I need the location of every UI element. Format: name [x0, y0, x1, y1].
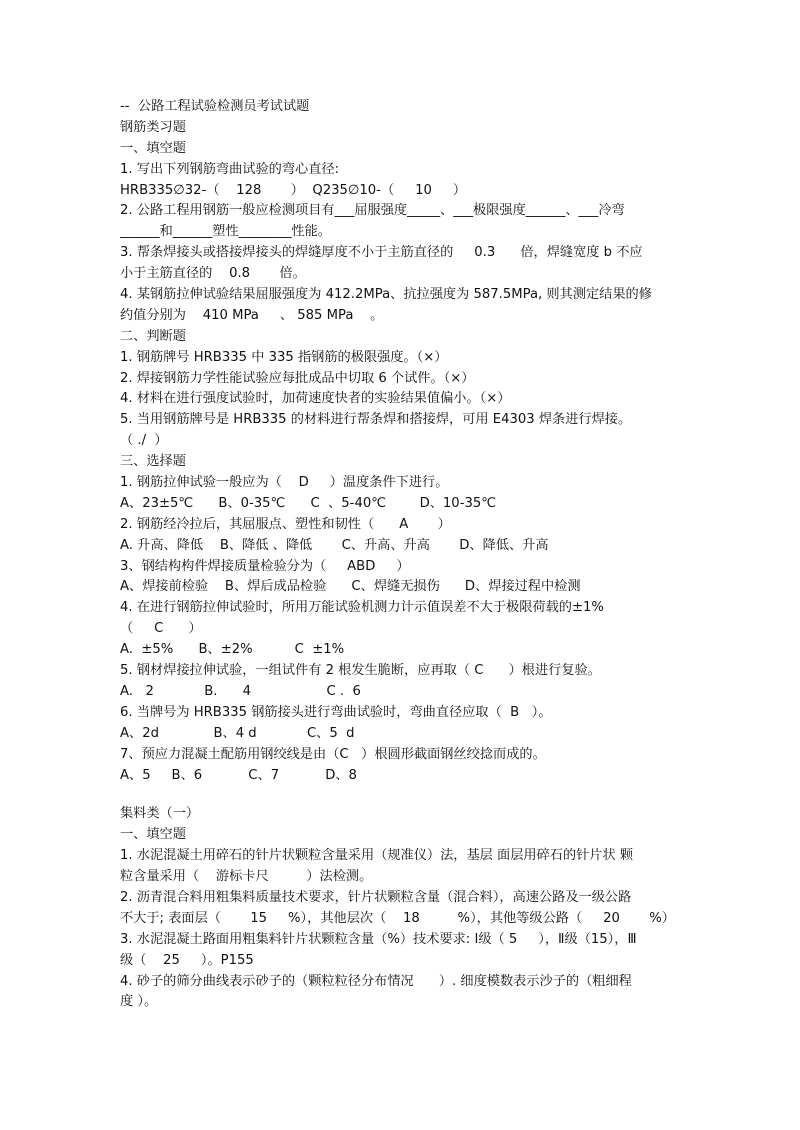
question-line: 1. 钢筋拉伸试验一般应为（ D ）温度条件下进行。 [120, 475, 449, 491]
options-line: A. ±5% B、±2% C ±1% [120, 642, 345, 658]
options-line: A、23±5℃ B、0-35℃ C 、5-40℃ D、10-35℃ [120, 495, 497, 511]
section-spacer [120, 786, 690, 804]
question-line: 约值分别为 410 MPa 、 585 MPa 。 [120, 307, 384, 323]
question-line: 2. 钢筋经冷拉后，其屈服点、塑性和韧性（ A ） [120, 516, 451, 532]
options-line: A. 升高、降低 B、降低 、降低 C、升高、升高 D、降低、升高 [120, 537, 549, 553]
question-line: 1. 水泥混凝土用碎石的针片状颗粒含量采用（规准仪）法，基层 面层用碎石的针片状 颗 [120, 848, 634, 864]
question-line: 4. 某钢筋拉伸试验结果屈服强度为 412.2MPa、抗拉强度为 587.5MPa, 则其测定结果的修 [120, 287, 652, 303]
question-line: 4. 砂子的筛分曲线表示砂子的（颗粒粒径分布情况 ）. 细度模数表示沙子的（粗细程 [120, 973, 632, 989]
question-line: 3、钢结构构件焊接质量检验分为（ ABD ） [120, 558, 410, 574]
options-line: A、焊接前检验 B、焊后成品检验 C、焊缝无损伤 D、焊接过程中检测 [120, 579, 581, 595]
section-heading-rebar: 钢筋类习题 [120, 119, 186, 135]
question-line: 7、预应力混凝土配筋用钢绞线是由（C ）根圆形截面钢丝绞捻而成的。 [120, 746, 546, 762]
question-line: 3. 帮条焊接头或搭接焊接头的焊缝厚度不小于主筋直径的 0.3 倍，焊缝宽度 b 不应 [120, 245, 643, 261]
question-line: 1. 钢筋牌号 HRB335 中 335 指钢筋的极限强度。（×） [120, 349, 448, 365]
question-line: 级（ 25 ）。P155 [120, 952, 254, 968]
document-body [120, 97, 690, 1013]
question-line: 5. 钢材焊接拉伸试验，一组试件有 2 根发生脆断，应再取（ C ）根进行复验。 [120, 663, 601, 679]
fill-in-heading: 一、填空题 [120, 827, 186, 843]
question-line: 2. 公路工程用钢筋一般应检测项目有___屈服强度_____、___极限强度______、___冷弯 [120, 203, 625, 219]
question-line: 2. 沥青混合料用粗集料质量技术要求，针片状颗粒含量（混合料），高速公路及一级公路 [120, 889, 632, 905]
options-line: A、2d B、4 d C、5 d [120, 725, 355, 741]
question-line: 粒含量采用（ 游标卡尺 ）法检测。 [120, 869, 373, 885]
document-title: -- 公路工程试验检测员考试试题 [120, 99, 310, 114]
question-line: 4. 在进行钢筋拉伸试验时，所用万能试验机测力计示值误差不大于极限荷载的±1% [120, 600, 604, 616]
section-heading-aggregate: 集料类（一） [120, 806, 200, 822]
question-line: 2. 焊接钢筋力学性能试验应每批成品中切取 6 个试件。（×） [120, 370, 475, 386]
fill-in-heading: 一、填空题 [120, 140, 186, 156]
question-line: ______和______塑性________性能。 [120, 224, 331, 240]
judgement-heading: 二、判断题 [120, 328, 186, 344]
question-line: 小于主筋直径的 0.8 倍。 [120, 266, 306, 282]
question-line: 6. 当牌号为 HRB335 钢筋接头进行弯曲试验时，弯曲直径应取（ B ）。 [120, 704, 552, 720]
options-line: A、5 B、6 C、7 D、8 [120, 767, 357, 783]
question-line: 3. 水泥混凝土路面用粗集料针片状颗粒含量（%）技术要求: Ⅰ级（ 5 ），Ⅱ级（15），Ⅲ [120, 931, 637, 947]
answer-line: （ ./ ） [120, 433, 168, 449]
multiple-choice-heading: 三、选择题 [120, 454, 186, 470]
question-line: 4. 材料在进行强度试验时，加荷速度快者的实验结果值偏小。（×） [120, 391, 511, 407]
question-line: 度 ）。 [120, 994, 158, 1010]
question-line: 1. 写出下列钢筋弯曲试验的弯心直径: [120, 161, 340, 177]
question-line: 不大于; 表面层（ 15 %），其他层次（ 18 %），其他等级公路（ 20 %） [120, 910, 675, 926]
answer-line: HRB335∅32-（ 128 ） Q235∅10-（ 10 ） [120, 182, 467, 198]
options-line: A. 2 B. 4 C . 6 [120, 683, 361, 699]
question-line: 5. 当用钢筋牌号是 HRB335 的材料进行帮条焊和搭接焊，可用 E4303 焊条进行焊接。 [120, 412, 632, 428]
answer-line: （ C ） [120, 621, 202, 637]
